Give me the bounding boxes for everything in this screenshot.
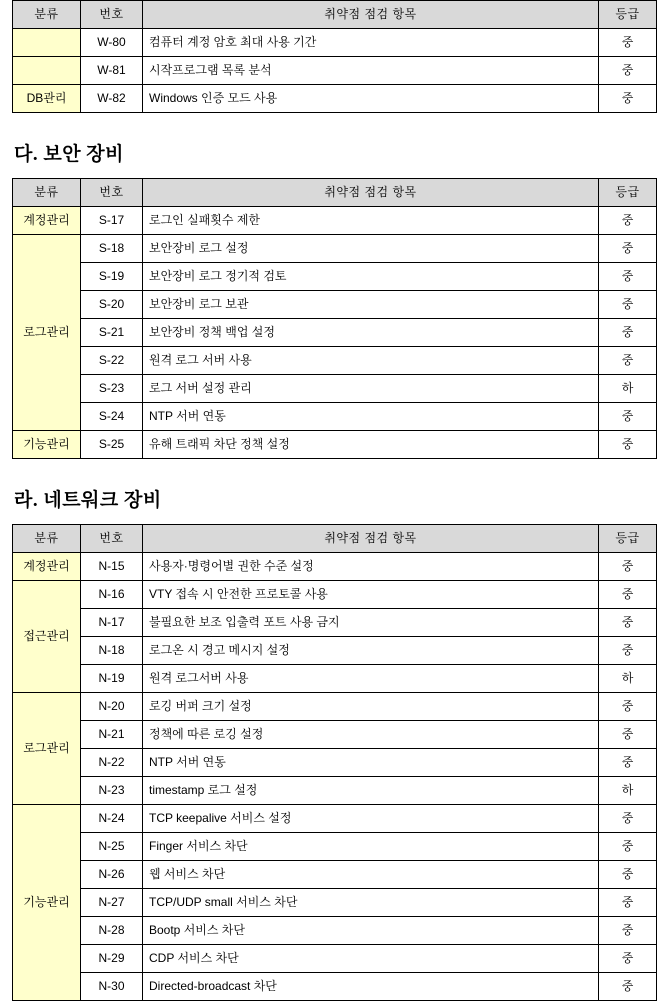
table-row xyxy=(13,29,657,57)
cell-item: 시작프로그램 목록 분석 xyxy=(143,57,599,85)
cell-number: N-26 xyxy=(81,861,143,889)
cell-item: 로그인 실패횟수 제한 xyxy=(143,207,599,235)
cell-item: 웹 서비스 차단 xyxy=(143,861,599,889)
windows-table-continued xyxy=(12,0,657,113)
cell-item: 정책에 따른 로깅 설정 xyxy=(143,721,599,749)
cell-grade: 중 xyxy=(599,553,657,581)
cell-item: 컴퓨터 계정 암호 최대 사용 기간 xyxy=(143,29,599,57)
cell-number: N-25 xyxy=(81,833,143,861)
cell-grade: 중 xyxy=(599,721,657,749)
cell-category: 로그관리 xyxy=(13,235,81,431)
cell-category: 계정관리 xyxy=(13,553,81,581)
table-row xyxy=(13,375,657,403)
cell-category: DB관리 xyxy=(13,85,81,113)
cell-number: S-21 xyxy=(81,319,143,347)
cell-grade: 중 xyxy=(599,833,657,861)
table-row xyxy=(13,665,657,693)
cell-number: N-24 xyxy=(81,805,143,833)
cell-number: N-21 xyxy=(81,721,143,749)
table-row xyxy=(13,581,657,609)
cell-category: 기능관리 xyxy=(13,431,81,459)
table-row xyxy=(13,291,657,319)
table-row xyxy=(13,833,657,861)
table-header-row xyxy=(13,525,657,553)
cell-number: N-15 xyxy=(81,553,143,581)
cell-item: 보안장비 로그 정기적 검토 xyxy=(143,263,599,291)
cell-number: S-19 xyxy=(81,263,143,291)
cell-number: N-17 xyxy=(81,609,143,637)
cell-item: 로깅 버퍼 크기 설정 xyxy=(143,693,599,721)
cell-grade: 중 xyxy=(599,805,657,833)
cell-number: N-18 xyxy=(81,637,143,665)
table-row xyxy=(13,207,657,235)
cell-number: W-80 xyxy=(81,29,143,57)
cell-grade: 중 xyxy=(599,609,657,637)
header-grade: 등급 xyxy=(599,179,657,207)
header-item: 취약점 점검 항목 xyxy=(143,525,599,553)
table-row xyxy=(13,693,657,721)
cell-item: 사용자·명령어별 권한 수준 설정 xyxy=(143,553,599,581)
header-category: 분류 xyxy=(13,525,81,553)
section-heading-security-device: 다. 보안 장비 xyxy=(14,144,125,165)
cell-grade: 중 xyxy=(599,291,657,319)
cell-item: 보안장비 정책 백업 설정 xyxy=(143,319,599,347)
section-heading-network-device: 라. 네트워크 장비 xyxy=(14,490,162,511)
cell-grade: 중 xyxy=(599,889,657,917)
cell-number: S-22 xyxy=(81,347,143,375)
header-grade: 등급 xyxy=(599,1,657,29)
cell-number: W-82 xyxy=(81,85,143,113)
table-body xyxy=(13,29,657,113)
table-row xyxy=(13,263,657,291)
header-item: 취약점 점검 항목 xyxy=(143,179,599,207)
cell-number: N-23 xyxy=(81,777,143,805)
cell-item: Bootp 서비스 차단 xyxy=(143,917,599,945)
cell-grade: 중 xyxy=(599,403,657,431)
table-row xyxy=(13,861,657,889)
security-device-table xyxy=(12,178,657,459)
table-row xyxy=(13,319,657,347)
table-row xyxy=(13,777,657,805)
cell-item: VTY 접속 시 안전한 프로토콜 사용 xyxy=(143,581,599,609)
cell-grade: 중 xyxy=(599,207,657,235)
table-row xyxy=(13,235,657,263)
cell-grade: 하 xyxy=(599,777,657,805)
table-header xyxy=(13,525,657,553)
cell-number: N-16 xyxy=(81,581,143,609)
cell-item: 보안장비 로그 설정 xyxy=(143,235,599,263)
table-body xyxy=(13,553,657,1001)
cell-grade: 하 xyxy=(599,665,657,693)
cell-item: Finger 서비스 차단 xyxy=(143,833,599,861)
cell-number: N-30 xyxy=(81,973,143,1001)
table-row xyxy=(13,57,657,85)
cell-category: 접근관리 xyxy=(13,581,81,693)
table-row xyxy=(13,973,657,1001)
cell-grade: 중 xyxy=(599,57,657,85)
cell-grade: 중 xyxy=(599,749,657,777)
cell-grade: 중 xyxy=(599,319,657,347)
cell-grade: 하 xyxy=(599,375,657,403)
cell-item: 보안장비 로그 보관 xyxy=(143,291,599,319)
cell-number: N-19 xyxy=(81,665,143,693)
cell-item: NTP 서버 연동 xyxy=(143,403,599,431)
table-row xyxy=(13,85,657,113)
cell-grade: 중 xyxy=(599,945,657,973)
table-row xyxy=(13,945,657,973)
cell-number: S-17 xyxy=(81,207,143,235)
cell-grade: 중 xyxy=(599,917,657,945)
table-header-row xyxy=(13,179,657,207)
cell-grade: 중 xyxy=(599,973,657,1001)
cell-grade: 중 xyxy=(599,861,657,889)
cell-item: 원격 로그 서버 사용 xyxy=(143,347,599,375)
cell-item: TCP keepalive 서비스 설정 xyxy=(143,805,599,833)
cell-number: N-22 xyxy=(81,749,143,777)
cell-number: S-25 xyxy=(81,431,143,459)
header-category: 분류 xyxy=(13,179,81,207)
cell-item: 로그 서버 설정 관리 xyxy=(143,375,599,403)
cell-category: 로그관리 xyxy=(13,693,81,805)
cell-item: Windows 인증 모드 사용 xyxy=(143,85,599,113)
cell-grade: 중 xyxy=(599,693,657,721)
cell-number: S-18 xyxy=(81,235,143,263)
table-row xyxy=(13,637,657,665)
table-row xyxy=(13,917,657,945)
table-row xyxy=(13,431,657,459)
header-item: 취약점 점검 항목 xyxy=(143,1,599,29)
cell-grade: 중 xyxy=(599,85,657,113)
header-number: 번호 xyxy=(81,525,143,553)
table-row xyxy=(13,609,657,637)
cell-number: N-29 xyxy=(81,945,143,973)
cell-number: W-81 xyxy=(81,57,143,85)
cell-item: 유해 트래픽 차단 정책 설정 xyxy=(143,431,599,459)
cell-item: 불필요한 보조 입출력 포트 사용 금지 xyxy=(143,609,599,637)
table-header-row xyxy=(13,1,657,29)
cell-item: Directed-broadcast 차단 xyxy=(143,973,599,1001)
header-category: 분류 xyxy=(13,1,81,29)
cell-grade: 중 xyxy=(599,263,657,291)
table-row xyxy=(13,347,657,375)
cell-category: 계정관리 xyxy=(13,207,81,235)
table-row xyxy=(13,403,657,431)
table-body xyxy=(13,207,657,459)
cell-item: 로그온 시 경고 메시지 설정 xyxy=(143,637,599,665)
table-header xyxy=(13,1,657,29)
header-number: 번호 xyxy=(81,1,143,29)
cell-number: N-27 xyxy=(81,889,143,917)
cell-grade: 중 xyxy=(599,581,657,609)
cell-item: 원격 로그서버 사용 xyxy=(143,665,599,693)
cell-number: N-20 xyxy=(81,693,143,721)
cell-grade: 중 xyxy=(599,29,657,57)
cell-item: NTP 서버 연동 xyxy=(143,749,599,777)
cell-number: N-28 xyxy=(81,917,143,945)
cell-grade: 중 xyxy=(599,637,657,665)
cell-number: S-23 xyxy=(81,375,143,403)
cell-category xyxy=(13,57,81,85)
cell-item: TCP/UDP small 서비스 차단 xyxy=(143,889,599,917)
table-row xyxy=(13,889,657,917)
header-grade: 등급 xyxy=(599,525,657,553)
cell-grade: 중 xyxy=(599,431,657,459)
table-row xyxy=(13,721,657,749)
cell-number: S-20 xyxy=(81,291,143,319)
cell-grade: 중 xyxy=(599,235,657,263)
table-header xyxy=(13,179,657,207)
cell-item: timestamp 로그 설정 xyxy=(143,777,599,805)
table-row xyxy=(13,553,657,581)
cell-item: CDP 서비스 차단 xyxy=(143,945,599,973)
table-row xyxy=(13,805,657,833)
header-number: 번호 xyxy=(81,179,143,207)
cell-category: 기능관리 xyxy=(13,805,81,1001)
cell-category xyxy=(13,29,81,57)
cell-number: S-24 xyxy=(81,403,143,431)
cell-grade: 중 xyxy=(599,347,657,375)
table-row xyxy=(13,749,657,777)
network-device-table xyxy=(12,524,657,1001)
